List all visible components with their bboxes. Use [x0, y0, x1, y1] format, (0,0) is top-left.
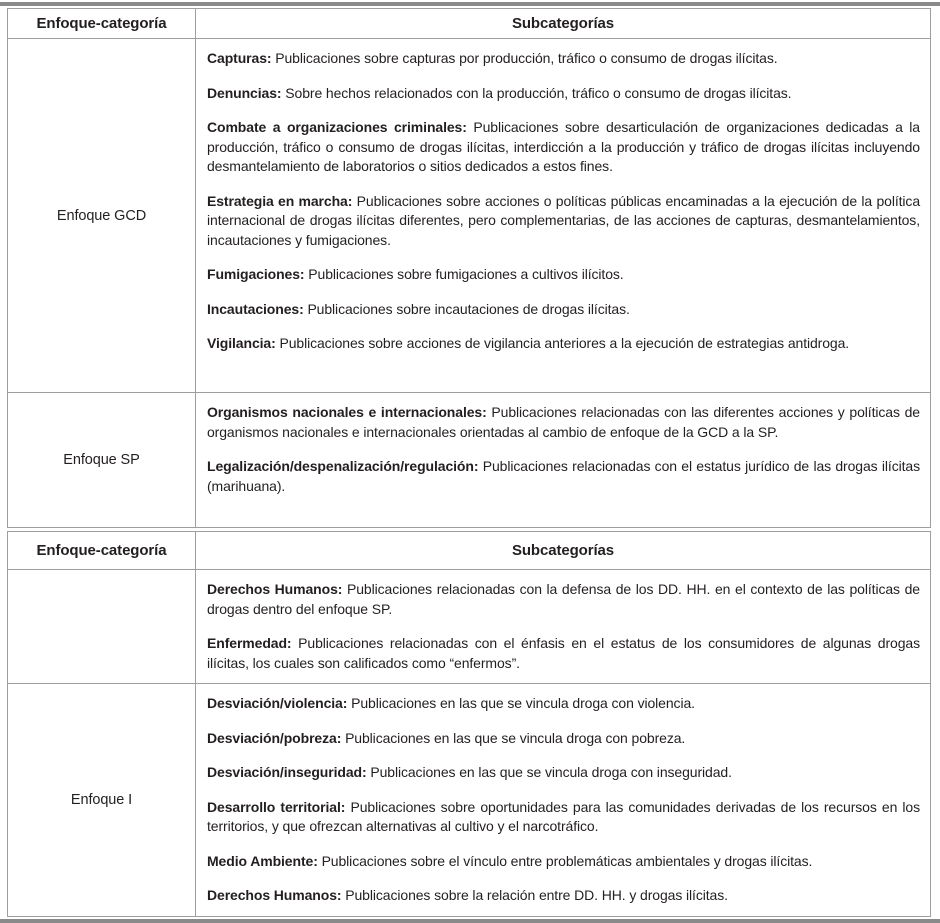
- subcategory-item: [207, 634, 920, 673]
- table-body: [8, 39, 931, 528]
- subcategory-description: Sobre hechos relacionados con la producción, tráfico o consumo de drogas ilícitas.: [285, 84, 792, 101]
- category-table-2: [7, 531, 931, 917]
- subcategory-term: Incautaciones:: [207, 300, 304, 317]
- subcategory-description: Publicaciones sobre desarticulación de organizaciones dedicadas a la producción, tráfico o consumo de drogas ilícitas, interdicción a la producción y tráfico de drogas ilícitas incluyendo desmantelamiento de laboratorios o sitios dedicados a estos fines.: [207, 119, 920, 174]
- subcategory-term: Combate a organizaciones criminales:: [207, 119, 467, 135]
- subcategory-description: Publicaciones relacionadas con el énfasis en el estatus de los consumidores de algunas drogas ilícitas, los cuales son calificados como “enfermos”.: [207, 635, 920, 671]
- subcategory-item: [207, 403, 920, 442]
- table-row: [8, 393, 931, 528]
- table-section-1: [7, 8, 940, 528]
- subcategory-item: [207, 49, 920, 69]
- subcategory-item: [207, 457, 920, 496]
- subcategory-item: [207, 798, 920, 837]
- column-header-category: Enfoque-categoría: [8, 9, 196, 39]
- subcategory-description: Publicaciones sobre la relación entre DD. HH. y drogas ilícitas.: [345, 887, 728, 903]
- subcategory-item: [207, 886, 920, 906]
- subcategory-term: Enfermedad:: [207, 635, 292, 651]
- category-table-1: [7, 8, 931, 528]
- subcategory-item: [207, 192, 920, 251]
- subcategory-description: Publicaciones sobre capturas por producción, tráfico o consumo de drogas ilícitas.: [275, 50, 778, 66]
- subcategory-item: [207, 763, 920, 783]
- subcategory-term: Fumigaciones:: [207, 266, 305, 282]
- subcategory-item: [207, 84, 920, 104]
- subcategory-description: Publicaciones relacionadas con el estatus jurídico de las drogas ilícitas (marihuana).: [207, 458, 921, 494]
- subcategory-item: [207, 334, 920, 354]
- subcategory-term: Estrategia en marcha:: [207, 192, 353, 209]
- table-row: [8, 684, 931, 917]
- subcategories-cell: [196, 393, 931, 528]
- subcategory-term: Desviación/violencia:: [207, 695, 348, 711]
- subcategory-term: Desviación/pobreza:: [207, 729, 342, 746]
- table-row: [8, 39, 931, 393]
- subcategory-term: Derechos Humanos:: [207, 887, 342, 903]
- subcategory-description: Publicaciones sobre oportunidades para las comunidades derivadas de los recursos en los territorios, y que ofrezcan alternativas al cultivo y el narcotráfico.: [207, 798, 920, 834]
- subcategory-term: Vigilancia:: [207, 335, 276, 351]
- top-rule: [0, 2, 940, 6]
- subcategory-term: Organismos nacionales e internacionales:: [207, 404, 487, 420]
- subcategory-description: Publicaciones sobre acciones de vigilancia anteriores a la ejecución de estrategias antidroga.: [279, 335, 850, 351]
- subcategory-item: [207, 580, 920, 619]
- subcategory-description: Publicaciones relacionadas con las diferentes acciones y políticas de organismos nacionales e internacionales orientadas al cambio de enfoque de la GCD a la SP.: [207, 404, 920, 440]
- subcategory-term: Desarrollo territorial:: [207, 798, 346, 815]
- subcategory-item: [207, 694, 920, 714]
- table-body: [8, 570, 931, 917]
- subcategory-description: Publicaciones en las que se vincula droga con violencia.: [351, 695, 695, 711]
- subcategory-description: Publicaciones relacionadas con la defensa de los DD. HH. en el contexto de las políticas de drogas dentro del enfoque SP.: [207, 581, 920, 617]
- category-cell: Enfoque GCD: [8, 39, 196, 393]
- subcategory-term: Derechos Humanos:: [207, 581, 343, 597]
- header-row: [8, 9, 931, 39]
- subcategories-cell: [196, 684, 931, 917]
- subcategories-cell: [196, 570, 931, 684]
- subcategory-item: [207, 118, 920, 177]
- subcategory-term: Desviación/inseguridad:: [207, 764, 367, 780]
- category-cell: Enfoque I: [8, 684, 196, 917]
- subcategory-item: [207, 300, 920, 320]
- subcategory-term: Legalización/despenalización/regulación:: [207, 458, 479, 474]
- subcategory-description: Publicaciones sobre incautaciones de drogas ilícitas.: [307, 300, 630, 317]
- header-row: [8, 532, 931, 570]
- table-row: [8, 570, 931, 684]
- table-section-2: [7, 531, 940, 917]
- subcategory-term: Capturas:: [207, 50, 272, 66]
- subcategory-description: Publicaciones sobre acciones o políticas públicas encaminadas a la ejecución de la política internacional de drogas ilícitas diferentes, pero complementarias, de las acciones de capturas, desmantelamientos, incautaciones y fumigaciones.: [207, 192, 921, 248]
- subcategory-description: Publicaciones en las que se vincula droga con pobreza.: [345, 729, 686, 746]
- category-cell: [8, 570, 196, 684]
- subcategory-description: Publicaciones en las que se vincula droga con inseguridad.: [370, 764, 732, 780]
- column-header-category: Enfoque-categoría: [8, 532, 196, 570]
- subcategory-item: [207, 729, 920, 749]
- column-header-subcategories: Subcategorías: [196, 9, 931, 39]
- column-header-subcategories: Subcategorías: [196, 532, 931, 570]
- subcategory-term: Denuncias:: [207, 84, 282, 101]
- category-cell: Enfoque SP: [8, 393, 196, 528]
- subcategory-item: [207, 265, 920, 285]
- subcategory-description: Publicaciones sobre el vínculo entre problemáticas ambientales y drogas ilícitas.: [321, 852, 813, 869]
- subcategories-cell: [196, 39, 931, 393]
- subcategory-term: Medio Ambiente:: [207, 852, 318, 869]
- subcategory-description: Publicaciones sobre fumigaciones a cultivos ilícitos.: [308, 266, 624, 282]
- subcategory-item: [207, 852, 920, 872]
